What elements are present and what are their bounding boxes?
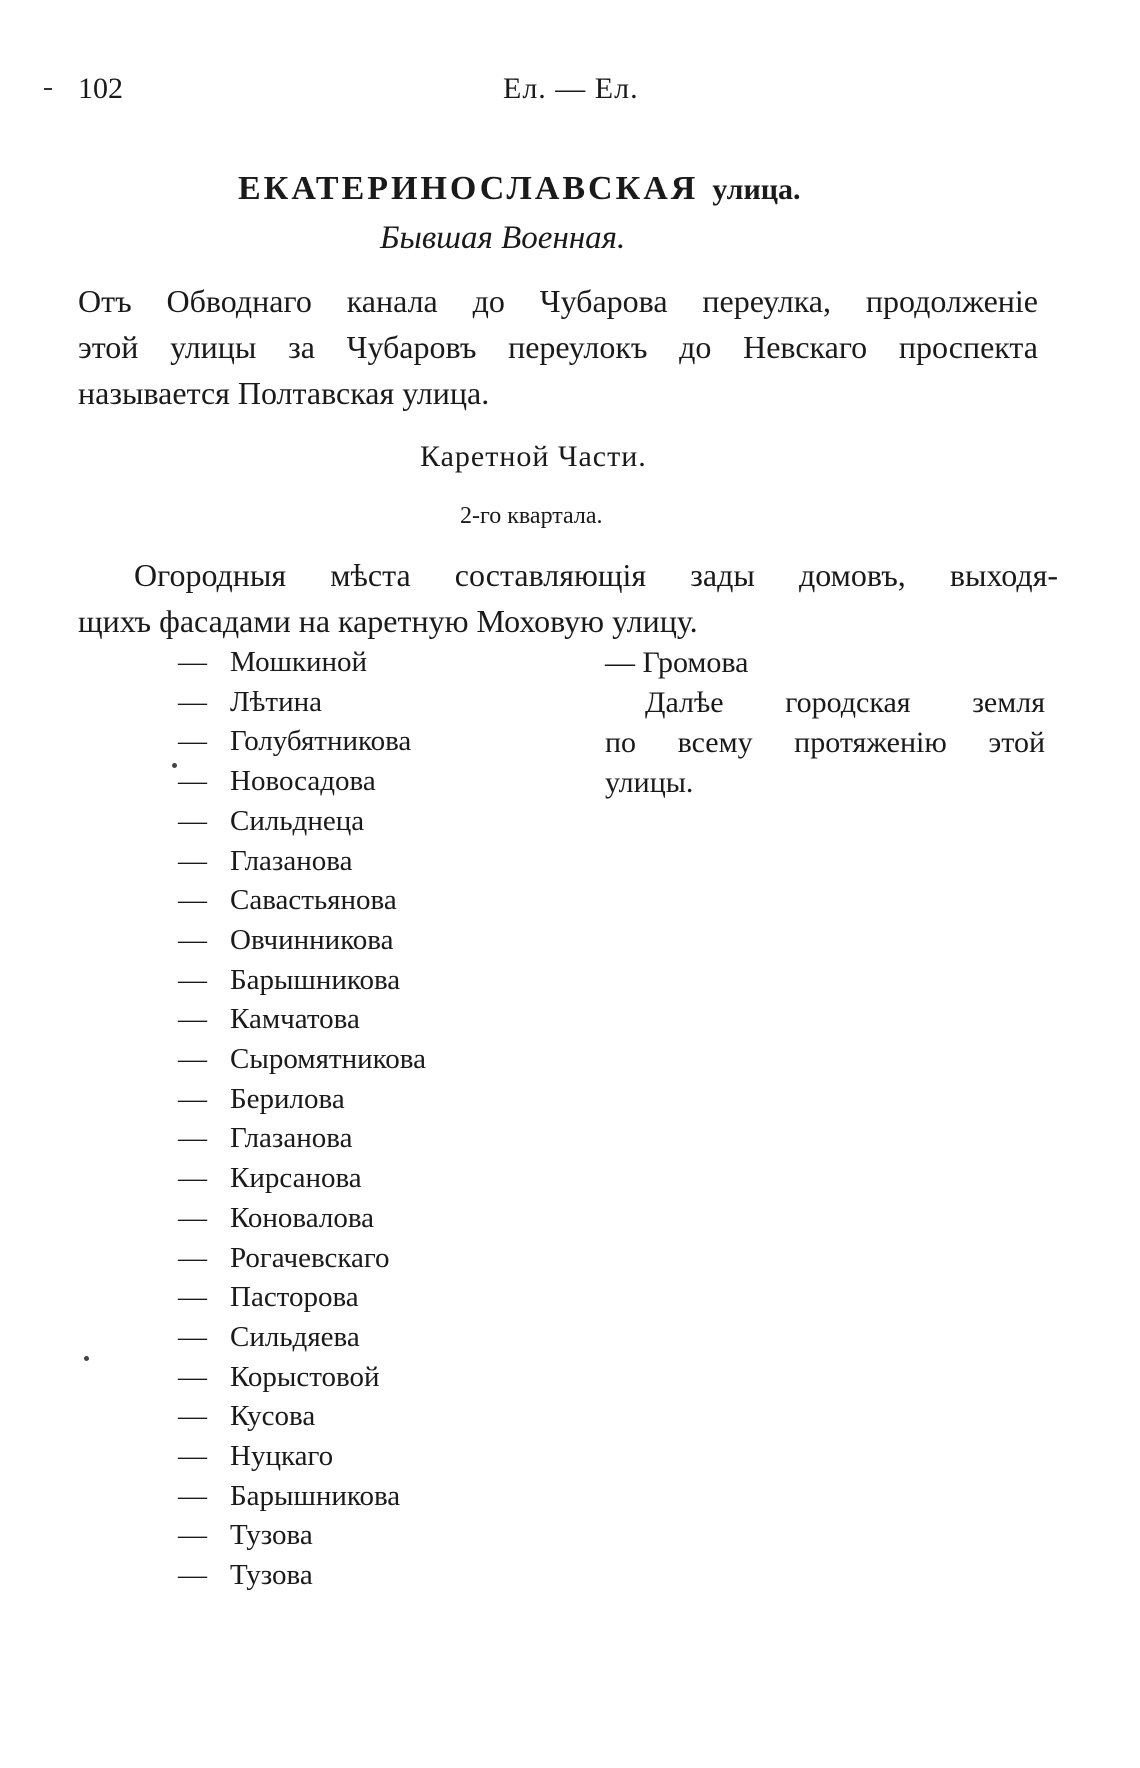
quarter-heading: 2-го квартала. [460, 503, 603, 529]
description-paragraph [78, 552, 1058, 644]
owner-name: Сыромятникова [230, 1043, 426, 1076]
list-dash: — [178, 725, 207, 758]
list-item [178, 802, 426, 842]
owner-name: Нуцкаго [230, 1440, 334, 1473]
list-dash: — [178, 1559, 207, 1592]
list-item [178, 881, 426, 921]
list-item [178, 842, 426, 882]
paragraph-line: щихъ фасадами на каретную Моховую улицу. [78, 603, 698, 639]
owner-name: Корыстовой [230, 1360, 380, 1393]
note-line: улицы. [605, 766, 694, 799]
owner-name: Камчатова [230, 1003, 360, 1036]
list-dash: — [178, 804, 207, 837]
list-dash: — [178, 1082, 207, 1115]
street-title-word: улица. [712, 173, 801, 206]
list-dash: — [178, 844, 207, 877]
ink-speck [84, 1356, 89, 1361]
list-item [178, 762, 426, 802]
list-item [178, 1358, 426, 1398]
owner-name: Голубятникова [230, 725, 412, 758]
margin-dash [44, 88, 52, 90]
part-heading: Каретной Части. [420, 440, 647, 473]
list-dash: — [178, 1400, 207, 1433]
list-item [178, 1477, 426, 1517]
owners-list [178, 643, 426, 1596]
list-item [178, 1199, 426, 1239]
list-item [178, 1119, 426, 1159]
list-item [178, 1318, 426, 1358]
list-dash: — [178, 646, 207, 678]
list-dash: — [178, 685, 207, 718]
list-item [178, 921, 426, 961]
owner-name: Сильдяева [230, 1320, 360, 1353]
list-item [178, 1516, 426, 1556]
list-dash: — [178, 923, 207, 956]
owner-name: Кирсанова [230, 1162, 362, 1195]
owner-name: Мошкиной [230, 646, 368, 678]
street-title [238, 170, 801, 208]
owner-name: Пасторова [230, 1281, 359, 1314]
list-dash: — [178, 1479, 207, 1512]
street-name: ЕКАТЕРИНОСЛАВСКАЯ [238, 170, 699, 207]
owner-name: Тузова [230, 1559, 313, 1592]
owner-name: Новосадова [230, 765, 376, 798]
owner-name: Кусова [230, 1400, 316, 1433]
owner-name: Сильднеца [230, 804, 365, 837]
list-dash: — [178, 765, 207, 798]
list-item [178, 683, 426, 723]
list-item [178, 1397, 426, 1437]
list-item [178, 1437, 426, 1477]
list-item [178, 1159, 426, 1199]
owner-name: Лѣтина [230, 685, 322, 718]
list-dash: — [178, 963, 207, 996]
list-dash: — [178, 1162, 207, 1195]
running-head: Ел. — Ел. [503, 72, 639, 105]
owner-name: Савастьянова [230, 884, 397, 917]
owner-name: Овчинникова [230, 923, 394, 956]
list-dash: — [178, 1043, 207, 1076]
owner-name: Рогачевскаго [230, 1241, 390, 1274]
page-number: 102 [78, 72, 123, 105]
list-item [178, 1040, 426, 1080]
right-column [605, 643, 1045, 803]
intro-paragraph [78, 278, 1038, 416]
owner-name: Коновалова [230, 1201, 375, 1234]
list-item [178, 722, 426, 762]
list-item [178, 1556, 426, 1596]
owner-name: Барышникова [230, 1479, 401, 1512]
list-item [605, 643, 1045, 683]
list-dash: — [178, 1519, 207, 1552]
owner-name: Глазанова [230, 1122, 353, 1155]
note-line: Далѣе городская земля [645, 686, 1045, 719]
list-item [178, 961, 426, 1001]
former-street-name: Бывшая Военная. [380, 220, 626, 256]
list-dash: — [178, 884, 207, 917]
intro-line: Отъ Обводнаго канала до Чубарова переулка, продолженіе [78, 283, 1038, 319]
list-dash: — [178, 1241, 207, 1274]
paragraph-line: Огородныя мѣста составляющія зады домовъ, выходя- [134, 557, 1058, 593]
list-dash: — [178, 1201, 207, 1234]
owner-name: Берилова [230, 1082, 345, 1115]
list-dash: — [178, 1320, 207, 1353]
list-item [178, 1080, 426, 1120]
owner-name: Тузова [230, 1519, 313, 1552]
list-dash: — [178, 1360, 207, 1393]
list-item [178, 1278, 426, 1318]
owner-name: Барышникова [230, 963, 401, 996]
owner-name: Громова [642, 646, 749, 679]
list-dash: — [178, 1281, 207, 1314]
closing-note [605, 683, 1045, 803]
ink-speck [172, 763, 177, 768]
list-dash: — [178, 1440, 207, 1473]
list-item [178, 643, 426, 683]
note-line: по всему протяженію этой [605, 726, 1045, 759]
list-dash: — [605, 646, 635, 679]
intro-line: этой улицы за Чубаровъ переулокъ до Невскаго проспекта [78, 329, 1038, 365]
list-dash: — [178, 1122, 207, 1155]
list-dash: — [178, 1003, 207, 1036]
list-item [178, 1000, 426, 1040]
owner-name: Глазанова [230, 844, 353, 877]
list-item [178, 1239, 426, 1279]
intro-line: называется Полтавская улица. [78, 375, 490, 411]
